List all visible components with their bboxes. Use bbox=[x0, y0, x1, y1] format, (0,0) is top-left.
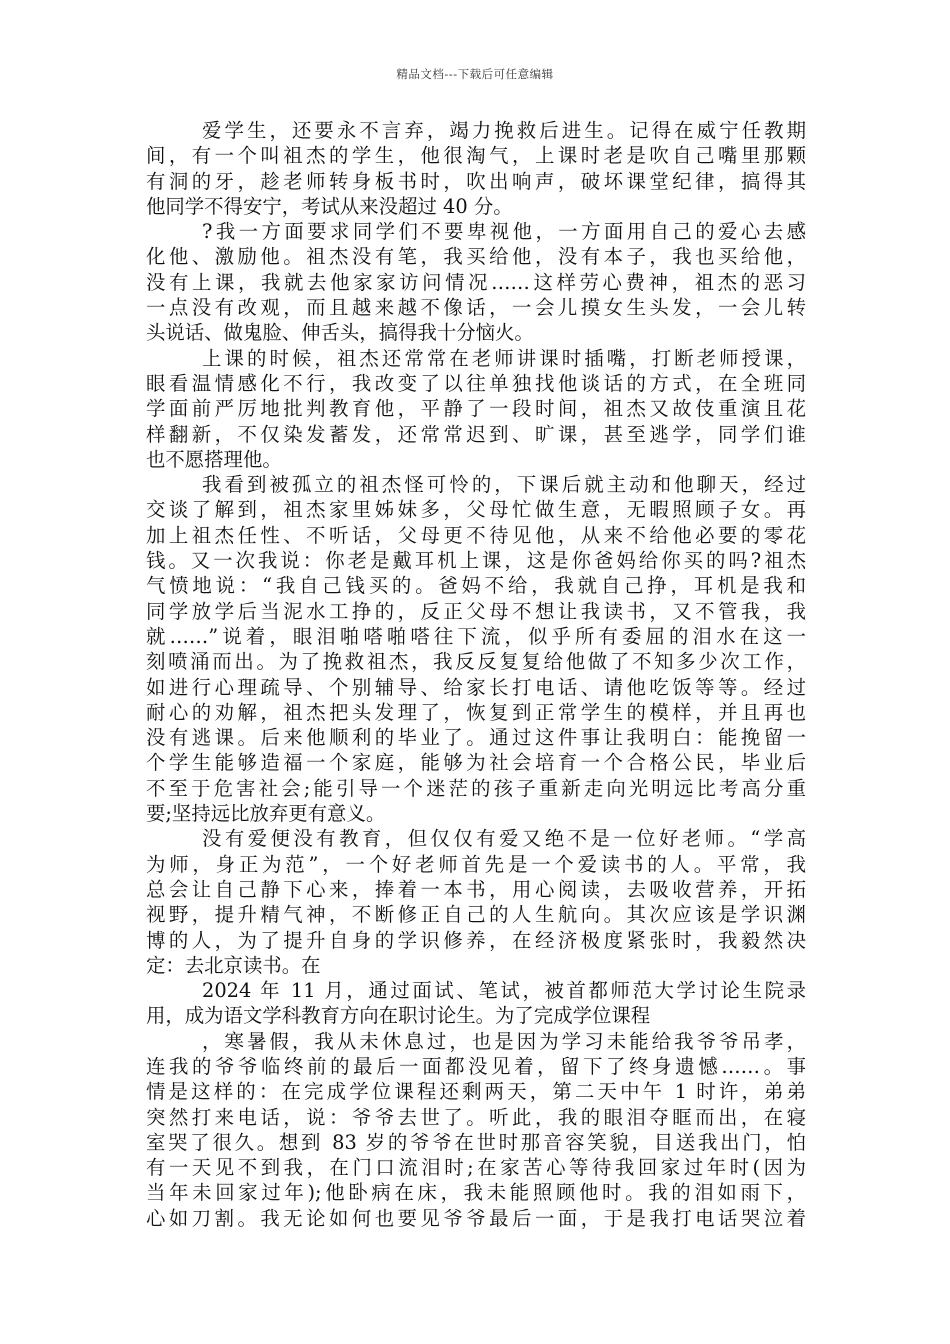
text-line: 一点没有改观，而且越来越不像话，一会儿摸女生头发，一会儿转 bbox=[146, 296, 806, 320]
text-line: 视野，提升精气神，不断修正自己的人生航向。其次应该是学识渊 bbox=[146, 903, 806, 927]
text-line: 要;坚持远比放弃更有意义。 bbox=[146, 802, 386, 826]
text-line: 也不愿搭理他。 bbox=[146, 447, 282, 471]
text-line: 用，成为语文学科教育方向在职讨论生。为了完成学位课程 bbox=[146, 1004, 651, 1028]
text-line: 学面前严厉地批判教育他，平静了一段时间，祖杰又故伎重演且花 bbox=[146, 397, 806, 421]
text-line: 当年未回家过年);他卧病在床，我未能照顾他时。我的泪如雨下， bbox=[146, 1181, 806, 1205]
text-line: 就……”说着，眼泪啪嗒啪嗒往下流，似乎所有委屈的泪水在这一 bbox=[146, 624, 806, 648]
text-line: 心如刀割。我无论如何也要见爷爷最后一面，于是我打电话哭泣着 bbox=[146, 1206, 806, 1230]
text-line: 有洞的牙，趁老师转身板书时，吹出响声，破坏课堂纪律，搞得其 bbox=[146, 169, 806, 193]
text-line: 定：去北京读书。在 bbox=[146, 953, 321, 977]
text-line: 上课的时候，祖杰还常常在老师讲课时插嘴，打断老师授课， bbox=[202, 346, 806, 370]
text-line: 爱学生，还要永不言弃，竭力挽救后进生。记得在威宁任教期 bbox=[202, 119, 806, 142]
text-line: 刻喷涌而出。为了挽救祖杰，我反反复复给他做了不知多少次工作， bbox=[146, 650, 806, 674]
page-header: 精品文档---下载后可任意编辑 bbox=[396, 67, 554, 81]
text-line: 化他、激励他。祖杰没有笔，我买给他，没有本子，我也买给他， bbox=[146, 245, 806, 269]
text-line: 为师，身正为范”，一个好老师首先是一个爱读书的人。平常，我 bbox=[146, 852, 806, 876]
text-line: 头说话、做鬼脸、伸舌头，搞得我十分恼火。 bbox=[146, 321, 534, 345]
text-line: 样翻新，不仅染发蓄发，还常常迟到、旷课，甚至逃学，同学们谁 bbox=[146, 422, 806, 446]
text-line: 室哭了很久。想到 83 岁的爷爷在世时那音容笑貌，目送我出门，怕 bbox=[146, 1130, 806, 1154]
text-line: 2024 年 11 月，通过面试、笔试，被首都师范大学讨论生院录 bbox=[202, 979, 806, 1003]
text-line: 我看到被孤立的祖杰怪可怜的，下课后就主动和他聊天，经过 bbox=[202, 473, 806, 497]
text-line: 如进行心理疏导、个别辅导、给家长打电话、请他吃饭等等。经过 bbox=[146, 675, 806, 699]
document-body bbox=[146, 118, 806, 1231]
text-line: 钱。又一次我说：你老是戴耳机上课，这是你爸妈给你买的吗?祖杰 bbox=[146, 549, 806, 573]
text-line: 交谈了解到，祖杰家里姊妹多，父母忙做生意，无暇照顾子女。再 bbox=[146, 498, 806, 522]
text-line: ，寒暑假，我从未休息过，也是因为学习未能给我爷爷吊孝， bbox=[202, 1029, 806, 1053]
text-line: 总会让自己静下心来，捧着一本书，用心阅读，去吸收营养，开拓 bbox=[146, 877, 806, 901]
text-line: 个学生能够造福一个家庭，能够为社会培育一个合格公民，毕业后 bbox=[146, 751, 806, 775]
text-line: 没有爱便没有教育，但仅仅有爱又绝不是一位好老师。“学高 bbox=[202, 827, 806, 851]
text-line: 气愤地说：“我自己钱买的。爸妈不给，我就自己挣，耳机是我和 bbox=[146, 574, 806, 598]
text-line: 他同学不得安宁，考试从来没超过 40 分。 bbox=[146, 194, 513, 218]
text-line: 突然打来电话，说：爷爷去世了。听此，我的眼泪夺眶而出，在寝 bbox=[146, 1105, 806, 1129]
text-line: 博的人，为了提升自身的学识修养，在经济极度紧张时，我毅然决 bbox=[146, 928, 806, 952]
text-line: 连我的爷爷临终前的最后一面都没见着，留下了终身遗憾……。事 bbox=[146, 1054, 806, 1078]
text-line: ?我一方面要求同学们不要卑视他，一方面用自己的爱心去感 bbox=[202, 220, 806, 244]
text-line: 耐心的劝解，祖杰把头发理了，恢复到正常学生的模样，并且再也 bbox=[146, 700, 806, 724]
text-line: 有一天见不到我，在门口流泪时;在家苦心等待我回家过年时(因为 bbox=[146, 1156, 806, 1180]
text-line: 间，有一个叫祖杰的学生，他很淘气，上课时老是吹自己嘴里那颗 bbox=[146, 144, 806, 168]
text-line: 同学放学后当泥水工挣的，反正父母不想让我读书，又不管我，我 bbox=[146, 599, 806, 623]
text-line: 眼看温情感化不行，我改变了以往单独找他谈话的方式，在全班同 bbox=[146, 371, 806, 395]
text-line: 没有上课，我就去他家家访问情况……这样劳心费神，祖杰的恶习 bbox=[146, 270, 806, 294]
text-line: 情是这样的：在完成学位课程还剩两天，第二天中午 1 时许，弟弟 bbox=[146, 1080, 806, 1104]
text-line: 没有逃课。后来他顺利的毕业了。通过这件事让我明白：能挽留一 bbox=[146, 726, 806, 750]
text-line: 加上祖杰任性、不听话，父母更不待见他，从来不给他必要的零花 bbox=[146, 523, 806, 547]
text-line: 不至于危害社会;能引导一个迷茫的孩子重新走向光明远比考高分重 bbox=[146, 776, 806, 800]
